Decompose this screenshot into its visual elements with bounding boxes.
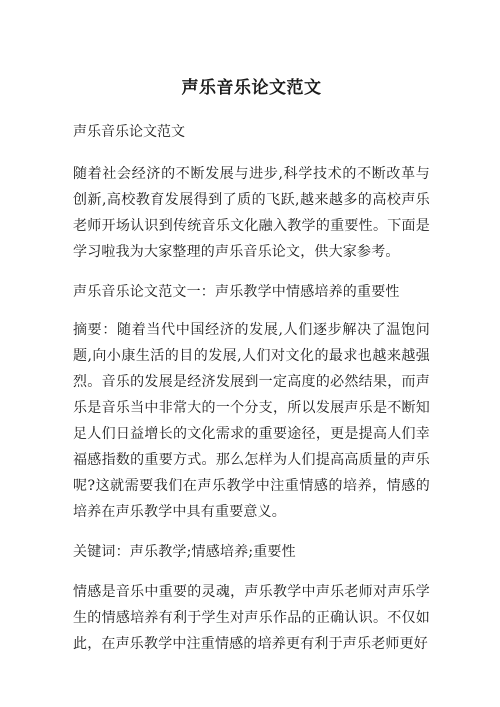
document-title: 声乐音乐论文范文: [181, 78, 322, 98]
body-paragraph: 情感是音乐中重要的灵魂，声乐教学中声乐老师对声乐学生的情感培养有利于学生对声乐作品的正确认识。不仅如此，在声乐教学中注重情感的培养更有利于声乐老师更好: [73, 584, 430, 652]
abstract-paragraph: 摘要：随着当代中国经济的发展,人们逐步解决了温饱问题,向小康生活的目的发展,人们对文化的最求也越来越强烈。音乐的发展是经济发展到一定高度的必然结果，而声乐是音乐当中非常大的一个分支，所以发展声乐是不断知足人们日益增长的文化需求的重要途径，更是提高人们幸福感指数的重要方式。那么怎样为人们提高高质量的声乐呢?这就需要我们在声乐教学中注重情感的培养，情感的培养在声乐教学中具有重要意义。: [73, 322, 430, 520]
intro-paragraph: 随着社会经济的不断发展与进步,科学技术的不断改革与创新,高校教育发展得到了质的飞跃,越来越多的高校声乐老师开场认识到传统音乐文化融入教学的重要性。下面是学习啦我为大家整理的声乐音乐论文，供大家参考。: [73, 166, 430, 260]
keywords-line: 关键词：声乐教学;情感培养;重要性: [73, 544, 296, 560]
section-heading: 声乐音乐论文范文一：声乐教学中情感培养的重要性: [73, 284, 400, 300]
document-subtitle: 声乐音乐论文范文: [73, 124, 185, 140]
